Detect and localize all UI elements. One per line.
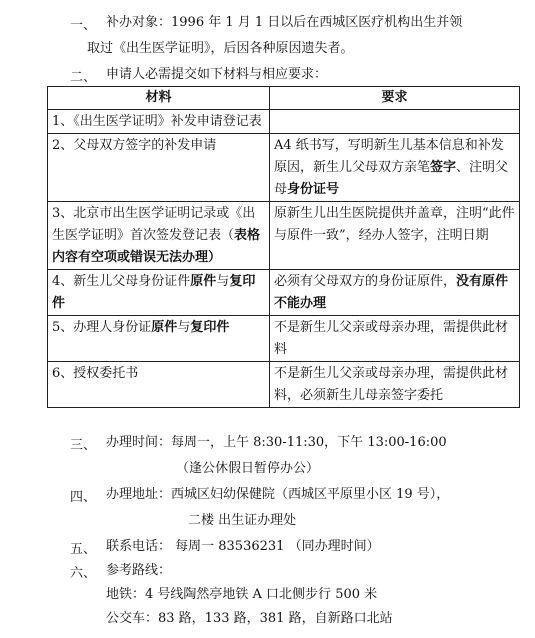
requirement-cell: 原新生儿出生医院提供并盖章，注明“此件与原件一致”，经办人签字，注明日期: [270, 202, 520, 270]
material-cell: 6、授权委托书: [48, 362, 270, 408]
requirements-table: [47, 86, 520, 408]
material-cell: 3、北京市出生医学证明记录或《出生医学证明》首次签发登记表（表格内容有空项或错误无法办理）: [48, 202, 270, 270]
section-3-number: 三、: [70, 438, 97, 453]
section-2-number: 二、: [70, 70, 97, 85]
table-row: [48, 202, 520, 270]
requirement-cell: 不是新生儿父亲或母亲办理，需提供此材料: [270, 316, 520, 362]
route-title: 参考路线：: [106, 563, 172, 578]
requirement-cell: 不是新生儿父亲或母亲办理，需提供此材料，必须新生儿母亲签字委托: [270, 362, 520, 408]
material-cell: 1、《出生医学证明》补发申请登记表: [48, 110, 270, 134]
office-hours: 办理时间：每周一，上午 8:30-11:30，下午 13:00-16:00: [106, 435, 447, 450]
section-1-number: 一、: [70, 18, 97, 33]
requirement-cell: 必须有父母双方的身份证原件，没有原件不能办理: [270, 270, 520, 316]
table-row: [48, 362, 520, 408]
bus-route: 公交车：83 路，133 路，381 路，自新路口北站: [106, 611, 393, 626]
contact-phone: 联系电话： 每周一 83536231 （同办理时间）: [106, 539, 380, 554]
section-5-number: 五、: [70, 542, 97, 557]
table-row: [48, 134, 520, 202]
table-row: [48, 110, 520, 134]
requirement-cell: A4 纸书写，写明新生儿基本信息和补发原因，新生儿父母双方亲笔签字、注明父母身份证号: [270, 134, 520, 202]
section-1-line-2: 取过《出生医学证明》，后因各种原因遗失者。: [87, 41, 354, 56]
office-floor: 二楼 出生证办理处: [188, 513, 297, 528]
material-cell: 4、新生儿父母身份证件原件与复印件: [48, 270, 270, 316]
office-address: 办理地址：西城区妇幼保健院（西城区平原里小区 19 号），: [106, 487, 450, 502]
subway-route: 地铁：4 号线陶然亭地铁 A 口北侧步行 500 米: [106, 587, 378, 602]
requirement-cell: [270, 110, 520, 134]
table-row: [48, 270, 520, 316]
section-4-number: 四、: [70, 490, 97, 505]
column-header-material: 材料: [48, 87, 270, 110]
section-2-heading: 申请人必需提交如下材料与相应要求：: [106, 67, 328, 82]
section-6-number: 六、: [70, 566, 97, 581]
table-row: [48, 316, 520, 362]
section-1-line-1: 补办对象：1996 年 1 月 1 日以后在西城区医疗机构出生并领: [106, 15, 463, 30]
holiday-note: （逢公休假日暂停办公）: [176, 461, 320, 476]
material-cell: 2、父母双方签字的补发申请: [48, 134, 270, 202]
material-cell: 5、办理人身份证原件与复印件: [48, 316, 270, 362]
column-header-requirement: 要求: [270, 87, 520, 110]
